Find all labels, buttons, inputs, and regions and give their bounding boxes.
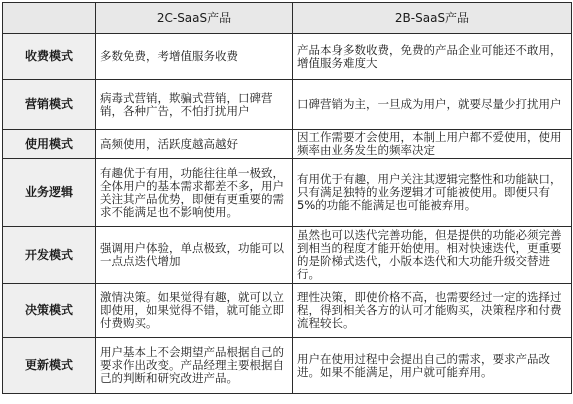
cell-2b: 虽然也可以迭代完善功能，但是提供的功能必须完善到相当的程度才能开始使用。相对快速迭代，更重要的是阶梯式迭代，小版本迭代和大功能升级交替进行。 (293, 227, 572, 284)
row-label-cell: 开发模式 (3, 227, 96, 284)
comparison-table-container (2, 2, 572, 394)
cell-2c: 高频使用，活跃度越高越好 (96, 130, 293, 159)
row-label-cell: 营销模式 (3, 80, 96, 130)
cell-2b: 口碑营销为主，一旦成为用户，就要尽量少打扰用户 (293, 80, 572, 130)
row-label-cell: 使用模式 (3, 130, 96, 159)
cell-2c: 有趣优于有用，功能往往单一极致，全体用户的基本需求都差不多，用户关注其产品优势，即便有更重要的需求不能满足也不影响使用。 (96, 159, 293, 227)
cell-2b: 因工作需要才会使用，本制上用户都不爱使用，使用频率由业务发生的频率决定 (293, 130, 572, 159)
header-2c-cell: 2C-SaaS产品 (96, 3, 293, 34)
header-corner-cell (3, 3, 96, 34)
cell-2c: 病毒式营销，欺骗式营销，口碑营销，各种广告，不怕打扰用户 (96, 80, 293, 130)
cell-2b: 理性决策，即使价格不高，也需要经过一定的选择过程，得到相关各方的认可才能购买，决策程序和付费流程较长。 (293, 284, 572, 338)
row-label-cell: 更新模式 (3, 338, 96, 394)
row-label-cell: 决策模式 (3, 284, 96, 338)
cell-2c: 强调用户体验，单点极致，功能可以一点点迭代增加 (96, 227, 293, 284)
header-row (3, 3, 572, 34)
header-2b-cell: 2B-SaaS产品 (293, 3, 572, 34)
row-label-cell: 业务逻辑 (3, 159, 96, 227)
table-row-update-model (3, 338, 572, 394)
cell-2b: 产品本身多数收费，免费的产品企业可能还不敢用，增值服务难度大 (293, 34, 572, 80)
table-row-marketing-model (3, 80, 572, 130)
cell-2c: 多数免费，考增值服务收费 (96, 34, 293, 80)
cell-2c: 用户基本上不会期望产品根据自己的要求作出改变。产品经理主要根据自己的判断和研究改进产品。 (96, 338, 293, 394)
comparison-table (2, 2, 572, 394)
cell-2b: 有用优于有趣，用户关注其逻辑完整性和功能缺口，只有满足独特的业务逻辑才可能被使用。即便只有5%的功能不能满足也可能被弃用。 (293, 159, 572, 227)
table-row-development-model (3, 227, 572, 284)
table-row-decision-model (3, 284, 572, 338)
table-row-usage-model (3, 130, 572, 159)
table-row-business-logic (3, 159, 572, 227)
table-row-charging-model (3, 34, 572, 80)
cell-2c: 激情决策。如果觉得有趣，就可以立即使用，如果觉得不错，就可能立即付费购买。 (96, 284, 293, 338)
row-label-cell: 收费模式 (3, 34, 96, 80)
cell-2b: 用户在使用过程中会提出自己的需求，要求产品改进。如果不能满足，用户就可能弃用。 (293, 338, 572, 394)
